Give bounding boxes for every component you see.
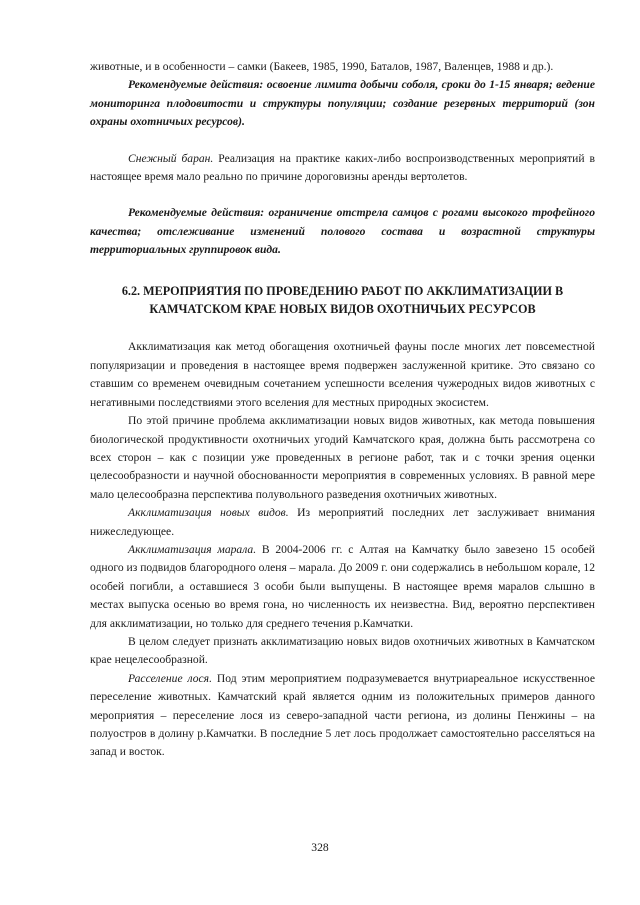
new-species-text: Из мероприятий последних лет заслуживает внимания нижеследующее.	[90, 506, 595, 538]
recommended-actions-sable: Рекомендуемые действия: освоение лимита добычи соболя, сроки до 1-15 января; ведение мониторинга плодовитости и структуры популяции; создание резервных территорий (зон охраны охотничьих ресурсов).	[90, 78, 595, 129]
paragraph-maral	[90, 541, 595, 633]
maral-text: В 2004-2006 гг. с Алтая на Камчатку было завезено 15 особей одного из подвидов благородного оленя – марала. До 2009 г. они содержались в небольшом корале, 12 особей погибли, а оставшиеся 3 особи были выпущены. В настоящее время маралов слышно в местах выпуска осенью во время гона, но численность их неизвестна. Вид, вероятно перспективен для акклиматизации, но только для среднего течения р.Камчатки.	[90, 542, 596, 630]
paragraph-intro-tail: животные, и в особенности – самки (Бакеев, 1985, 1990, Баталов, 1987, Валенцев, 1988 и др.).	[90, 60, 554, 73]
recommended-actions-snow-sheep: Рекомендуемые действия: ограничение отстрела самцов с рогами высокого трофейного качества; отслеживание изменений полового состава и возрастной структуры территориальных группировок вида.	[90, 206, 595, 257]
term-new-species: Акклиматизация новых видов.	[128, 506, 289, 520]
document-page	[90, 58, 595, 762]
moose-text: Под этим мероприятием подразумевается внутриареальное искусственное переселение животных. Камчатский край является одним из положительных примеров данного мероприятия – переселение лося из северо-западной части региона, из долины Пенжины – на полуостров в долину р.Камчатки. В последние 5 лет лось продолжает самостоятельно расселяться на запад и восток.	[90, 671, 595, 759]
term-moose: Расселение лося.	[128, 671, 212, 685]
page-number: 328	[311, 841, 329, 854]
paragraph-conclusion: В целом следует признать акклиматизацию новых видов охотничьих животных в Камчатском крае нецелесообразной.	[90, 634, 595, 667]
section-heading: 6.2. МЕРОПРИЯТИЯ ПО ПРОВЕДЕНИЮ РАБОТ ПО АККЛИМАТИЗАЦИИ В КАМЧАТСКОМ КРАЕ НОВЫХ ВИДОВ ОХОТНИЧЬИХ РЕСУРСОВ	[121, 283, 564, 317]
snow-sheep-text: Реализация на практике каких-либо воспроизводственных мероприятий в настоящее время мало реально по причине дороговизны аренды вертолетов.	[90, 151, 596, 184]
paragraph-moose	[90, 670, 595, 762]
paragraph-new-species	[90, 504, 595, 541]
paragraph-acclimatization-method: Акклиматизация как метод обогащения охотничьей фауны после многих лет повсеместной популяризации и проведения в настоящее время подвержен заслуженной критике. Это связано со ставшим со временем очевидным сочетанием успешности вселения чужеродных видов животных с негативными последствиями этого вселения для местных природных экосистем.	[90, 340, 595, 409]
paragraph-snow-sheep	[90, 150, 595, 187]
term-maral: Акклиматизация марала.	[128, 542, 257, 556]
paragraph-acclimatization-problem: По этой причине проблема акклиматизации новых видов животных, как метода повышения биологической продуктивности охотничьих угодий Камчатского края, должна быть рассмотрена со всех сторон – как с позиции уже проведенных в регионе работ, так и с точки зрения оценки целесообразности и научной обоснованности мероприятия в современных условиях. В равной мере мало целесообразна перспектива полувольного разведения охотничьих животных.	[90, 414, 595, 501]
term-snow-sheep: Снежный баран.	[128, 151, 214, 165]
